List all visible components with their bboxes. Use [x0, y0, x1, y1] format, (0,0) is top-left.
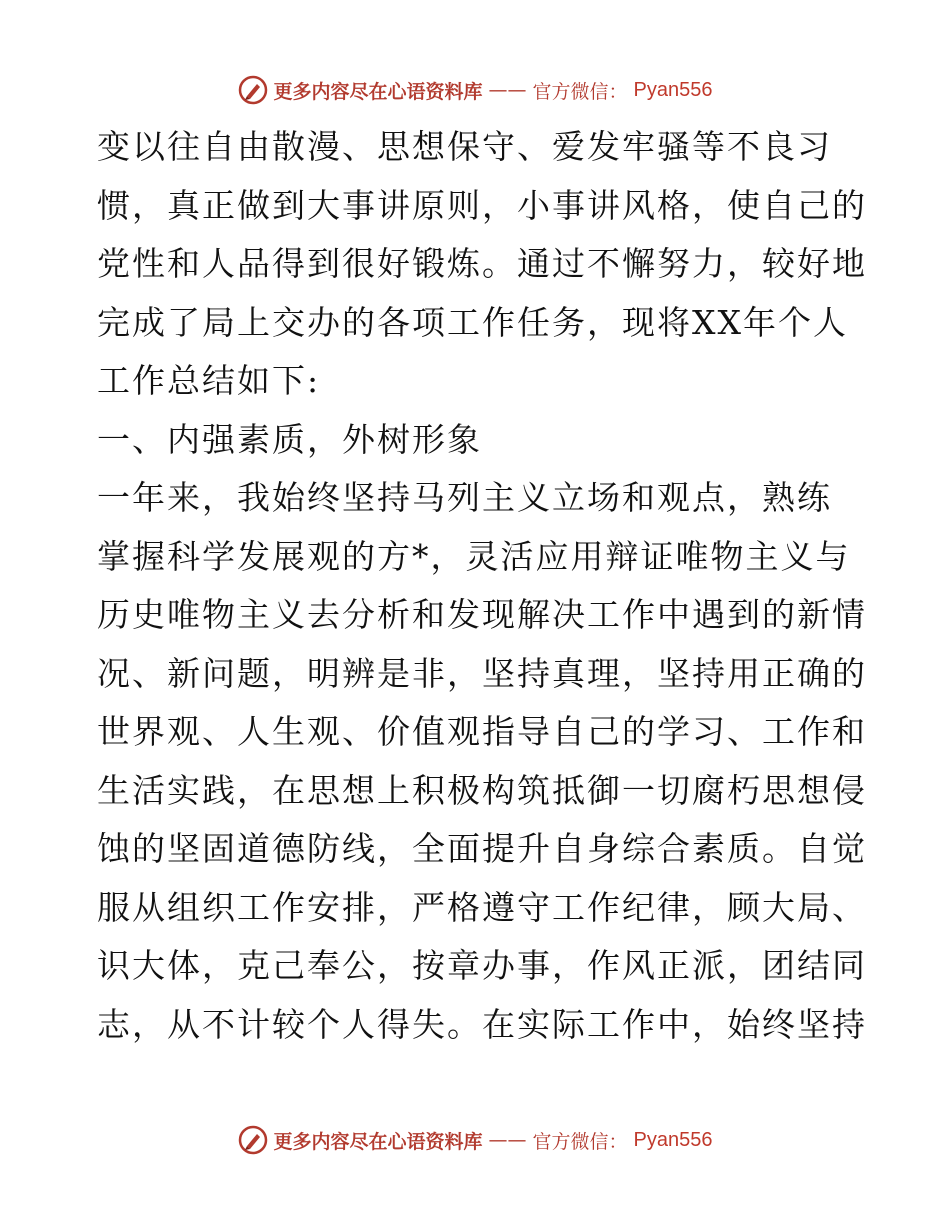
body-line: 变以往自由散漫、思想保守、爱发牢骚等不良习 — [97, 127, 832, 166]
body-line: 党性和人品得到很好锻炼。通过不懈努力，较好地 — [97, 244, 867, 283]
header-watermark — [0, 70, 950, 110]
body-line: 一年来，我始终坚持马列主义立场和观点，熟练 — [97, 478, 832, 517]
footer-watermark — [0, 1120, 950, 1160]
body-line: 况、新问题，明辨是非，坚持真理，坚持用正确的 — [97, 653, 867, 693]
footer-dash: —— — [488, 1129, 527, 1151]
header-site-name: 更多内容尽在心语资料库 — [273, 80, 483, 103]
pen-logo-icon — [238, 1125, 268, 1155]
body-line: 工作总结如下: — [97, 361, 321, 400]
pen-logo-icon — [238, 75, 268, 105]
footer-wechat-label: 官方微信： — [532, 1130, 628, 1153]
body-line: 掌握科学发展观的方*，灵活应用辩证唯物主义与 — [97, 536, 851, 576]
body-line: 历史唯物主义去分析和发现解决工作中遇到的新情 — [97, 595, 867, 634]
body-line: 世界观、人生观、价值观指导自己的学习、工作和 — [97, 712, 867, 751]
header-dash: —— — [488, 79, 527, 101]
document-body — [97, 118, 867, 1054]
footer-site-name: 更多内容尽在心语资料库 — [273, 1130, 483, 1153]
section-heading: 一、内强素质，外树形象 — [97, 419, 482, 459]
body-line: 识大体，克己奉公，按章办事，作风正派，团结同 — [97, 946, 867, 985]
footer-wechat-id: Pyan556 — [633, 1128, 713, 1151]
body-line: 蚀的坚固道德防线，全面提升自身综合素质。自觉 — [97, 829, 867, 868]
header-wechat-label: 官方微信： — [532, 80, 628, 103]
body-line: 完成了局上交办的各项工作任务，现将XX年个人 — [97, 302, 848, 342]
header-wechat-id: Pyan556 — [633, 78, 713, 101]
body-line: 惯，真正做到大事讲原则，小事讲风格，使自己的 — [97, 185, 867, 225]
body-line: 服从组织工作安排，严格遵守工作纪律，顾大局、 — [97, 887, 867, 927]
body-line: 生活实践，在思想上积极构筑抵御一切腐朽思想侵 — [97, 770, 867, 810]
body-line: 志，从不计较个人得失。在实际工作中，始终坚持 — [97, 1004, 867, 1044]
